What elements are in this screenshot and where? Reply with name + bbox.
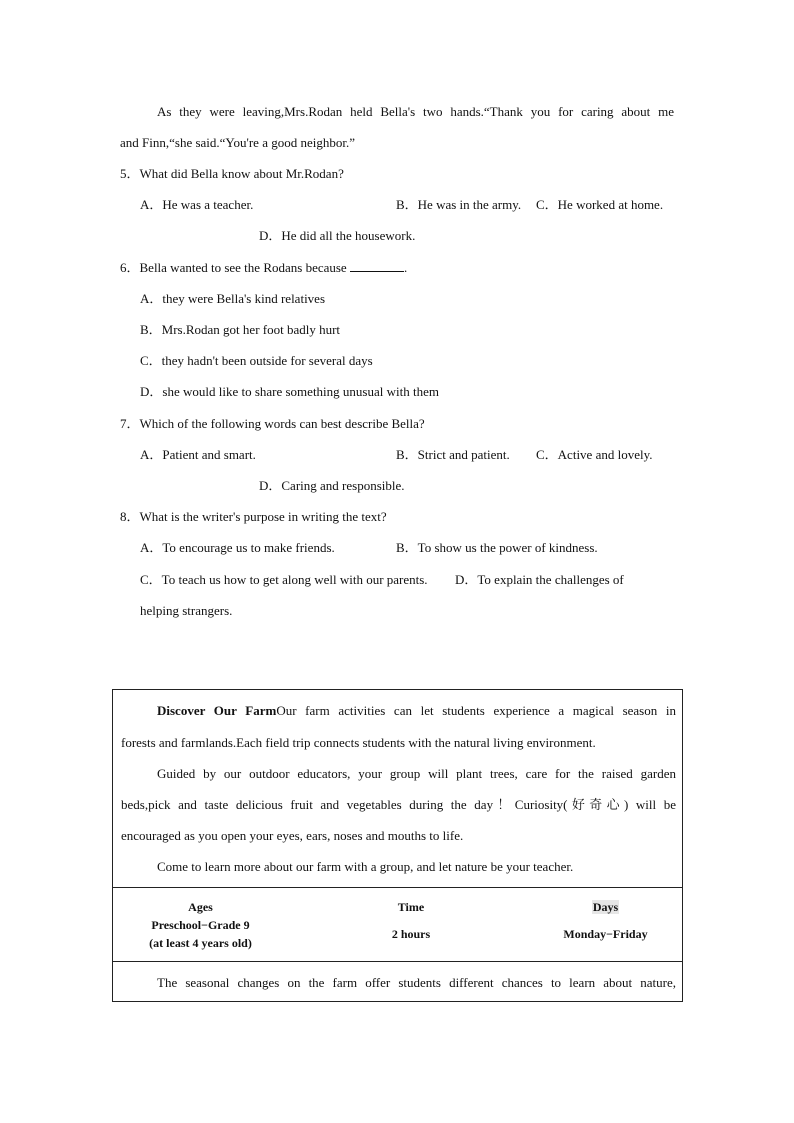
question-8-stem: 8．What is the writer's purpose in writing the text?	[120, 509, 387, 524]
ages-value-line-2: (at least 4 years old)	[149, 936, 252, 950]
farm-paragraph-2-line-3: encouraged as you open your eyes, ears, noses and mouths to life.	[121, 828, 464, 843]
question-7-stem: 7．Which of the following words can best describe Bella?	[120, 416, 425, 431]
farm-paragraph-3: Come to learn more about our farm with a group, and let nature be your teacher.	[157, 859, 574, 874]
ages-header: Ages	[188, 900, 213, 914]
time-value: 2 hours	[391, 927, 431, 941]
table-bottom-border	[113, 961, 682, 962]
ages-value-line-1: Preschool−Grade 9	[151, 918, 250, 932]
story-line-2: and Finn,“she said.“You're a good neighbor.”	[120, 135, 355, 150]
farm-paragraph-2-line-2: beds,pick and taste delicious fruit and vegetables during the day！Curiosity(好奇心) will be	[121, 797, 676, 812]
question-8-option-b[interactable]: B．To show us the power of kindness.	[396, 540, 598, 555]
question-7-option-d[interactable]: D．Caring and responsible.	[259, 478, 405, 493]
question-5-option-b[interactable]: B．He was in the army.	[396, 197, 522, 212]
question-8-option-c[interactable]: C．To teach us how to get along well with our parents.	[140, 572, 428, 587]
answer-blank	[350, 260, 404, 272]
farm-paragraph-4: The seasonal changes on the farm offer students different chances to learn about nature,	[157, 975, 676, 990]
question-6-option-a[interactable]: A．they were Bella's kind relatives	[140, 291, 326, 306]
question-8-option-a[interactable]: A．To encourage us to make friends.	[140, 540, 335, 555]
table-top-border	[113, 887, 682, 888]
story-line-1: As they were leaving,Mrs.Rodan held Bella's two hands.“Thank you for caring about me	[157, 104, 674, 119]
farm-paragraph-1-line-2: forests and farmlands.Each field trip connects students with the natural living environment.	[121, 735, 596, 750]
days-header-label: Days	[592, 900, 619, 914]
question-6-stem-text: 6．Bella wanted to see the Rodans because	[120, 260, 347, 275]
farm-paragraph-1-line-1	[157, 703, 676, 719]
farm-title: Discover Our Farm	[157, 703, 277, 718]
question-7-option-c[interactable]: C．Active and lovely.	[536, 447, 653, 462]
days-header	[558, 898, 653, 916]
question-5-option-a[interactable]: A．He was a teacher.	[140, 197, 254, 212]
time-header: Time	[397, 900, 425, 914]
farm-passage-box	[112, 689, 683, 1002]
question-6-stem-end: .	[403, 260, 408, 275]
question-5-option-c[interactable]: C．He worked at home.	[536, 197, 664, 212]
question-5-stem: 5．What did Bella know about Mr.Rodan?	[120, 166, 344, 181]
question-5-option-d[interactable]: D．He did all the housework.	[259, 228, 416, 243]
question-6-stem	[120, 260, 407, 276]
question-8-option-d-continued: helping strangers.	[140, 603, 233, 618]
question-6-option-b[interactable]: B．Mrs.Rodan got her foot badly hurt	[140, 322, 341, 337]
days-value: Monday−Friday	[563, 927, 648, 941]
question-6-option-c[interactable]: C．they hadn't been outside for several days	[140, 353, 373, 368]
question-8-option-d[interactable]: D．To explain the challenges of	[455, 572, 624, 587]
question-6-option-d[interactable]: D．she would like to share something unusual with them	[140, 384, 439, 399]
farm-paragraph-2-line-1: Guided by our outdoor educators, your group will plant trees, care for the raised garden	[157, 766, 676, 781]
question-7-option-b[interactable]: B．Strict and patient.	[396, 447, 510, 462]
question-7-option-a[interactable]: A．Patient and smart.	[140, 447, 256, 462]
farm-p1-text: Our farm activities can let students experience a magical season in	[276, 703, 676, 718]
